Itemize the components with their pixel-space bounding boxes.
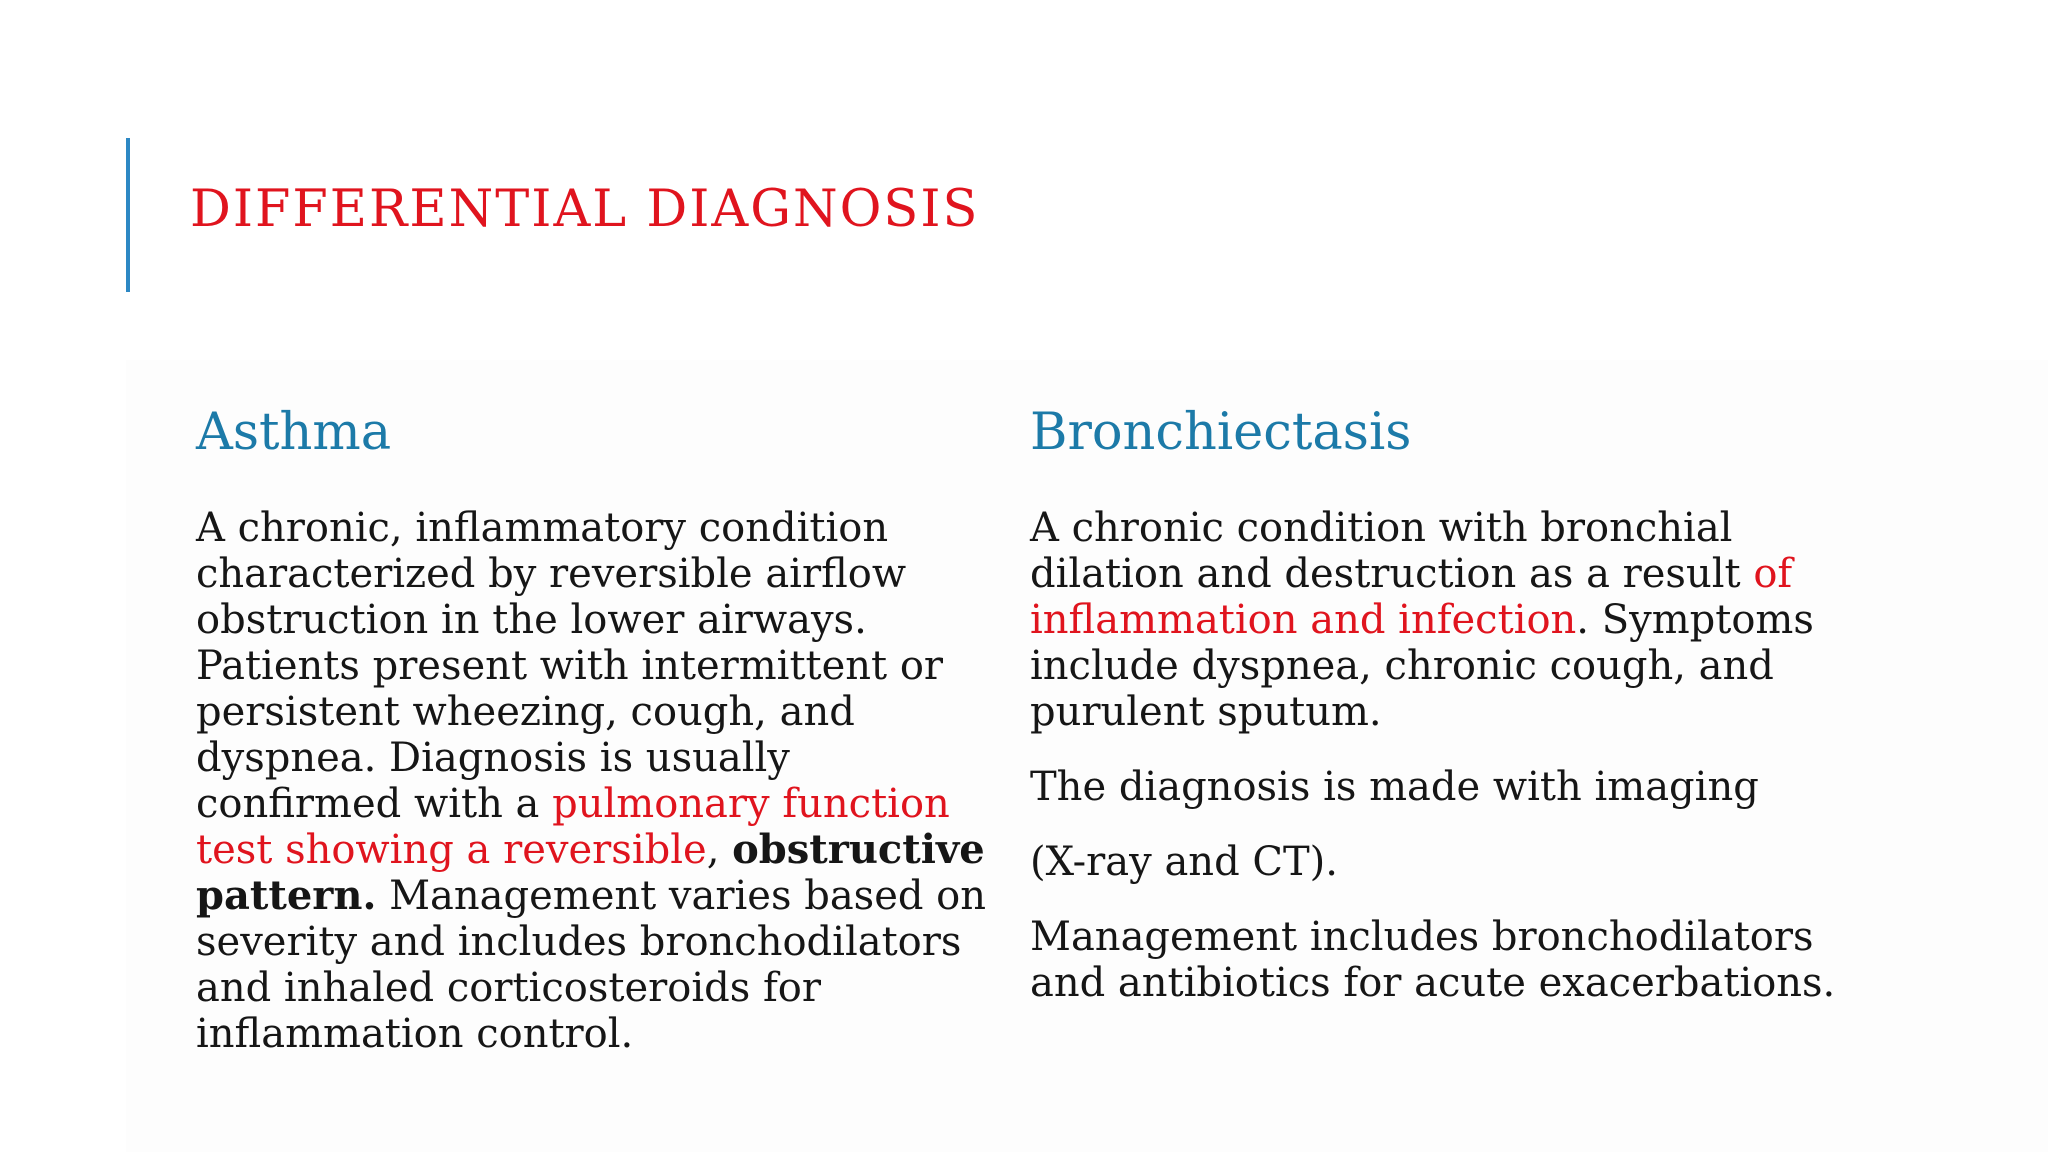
text-run: The diagnosis is made with imaging — [1030, 763, 1759, 810]
text-line — [196, 781, 966, 827]
text-run: inflammation control. — [196, 1010, 634, 1057]
text-run: , — [706, 826, 733, 873]
text-line — [196, 871, 987, 919]
slide-title: DIFFERENTIAL DIAGNOSIS — [190, 180, 980, 239]
asthma-column — [196, 403, 987, 1057]
text-run: dyspnea. Diagnosis is usually — [196, 734, 790, 781]
bronchiectasis-description — [1030, 505, 1830, 735]
text-run: A chronic, inflammatory condition — [196, 504, 889, 551]
text-line — [196, 825, 985, 873]
text-run: severity and includes bronchodilators — [196, 918, 962, 965]
text-run: A chronic condition with bronchial — [1030, 504, 1733, 551]
highlighted-text: inflammation and infection — [1030, 596, 1577, 643]
text-run: confirmed with a — [196, 780, 553, 827]
text-run: obstruction in the lower airways. — [196, 596, 867, 643]
text-line — [196, 551, 966, 597]
text-line — [1030, 597, 1830, 643]
text-run: . Symptoms — [1576, 596, 1814, 643]
bronchiectasis-management — [1030, 913, 1836, 1006]
asthma-heading: Asthma — [196, 403, 392, 462]
text-line — [196, 689, 966, 735]
bold-text: pattern. — [196, 871, 377, 919]
bronchiectasis-heading: Bronchiectasis — [1030, 403, 1412, 462]
text-line — [196, 735, 966, 781]
text-line — [1030, 551, 1830, 597]
text-run: Patients present with intermittent or — [196, 642, 944, 689]
text-run: dilation and destruction as a result — [1030, 550, 1754, 597]
text-line — [196, 919, 966, 965]
title-accent-bar — [126, 138, 130, 292]
text-run: and antibiotics for acute exacerbations. — [1030, 959, 1836, 1006]
bold-text: obstructive — [732, 825, 985, 873]
text-run: Management varies based on — [376, 872, 987, 919]
highlighted-text: test showing a reversible — [196, 826, 707, 873]
text-line — [1030, 643, 1830, 689]
text-line — [196, 505, 966, 551]
text-run: persistent wheezing, cough, and — [196, 688, 855, 735]
text-line — [1030, 764, 1830, 810]
text-line — [196, 643, 966, 689]
text-line — [1030, 689, 1830, 735]
bronchiectasis-diagnosis — [1030, 764, 1830, 810]
text-run: include dyspnea, chronic cough, and — [1030, 642, 1774, 689]
text-run: characterized by reversible airflow — [196, 550, 907, 597]
text-line — [196, 1011, 966, 1057]
highlighted-text: pulmonary function — [552, 780, 950, 827]
text-line — [1030, 914, 1830, 960]
text-line — [196, 597, 966, 643]
text-line — [196, 965, 966, 1011]
text-run: and inhaled corticosteroids for — [196, 964, 821, 1011]
text-line — [1030, 959, 1836, 1006]
bronchiectasis-column — [1030, 403, 1836, 1006]
text-line — [1030, 505, 1830, 551]
text-run: (X-ray and CT). — [1030, 838, 1338, 885]
text-run: purulent sputum. — [1030, 688, 1382, 735]
asthma-description — [196, 504, 987, 1057]
bronchiectasis-imaging — [1030, 839, 1830, 885]
text-run: Management includes bronchodilators — [1030, 913, 1814, 960]
text-line — [1030, 839, 1830, 885]
highlighted-text: of — [1753, 550, 1793, 597]
